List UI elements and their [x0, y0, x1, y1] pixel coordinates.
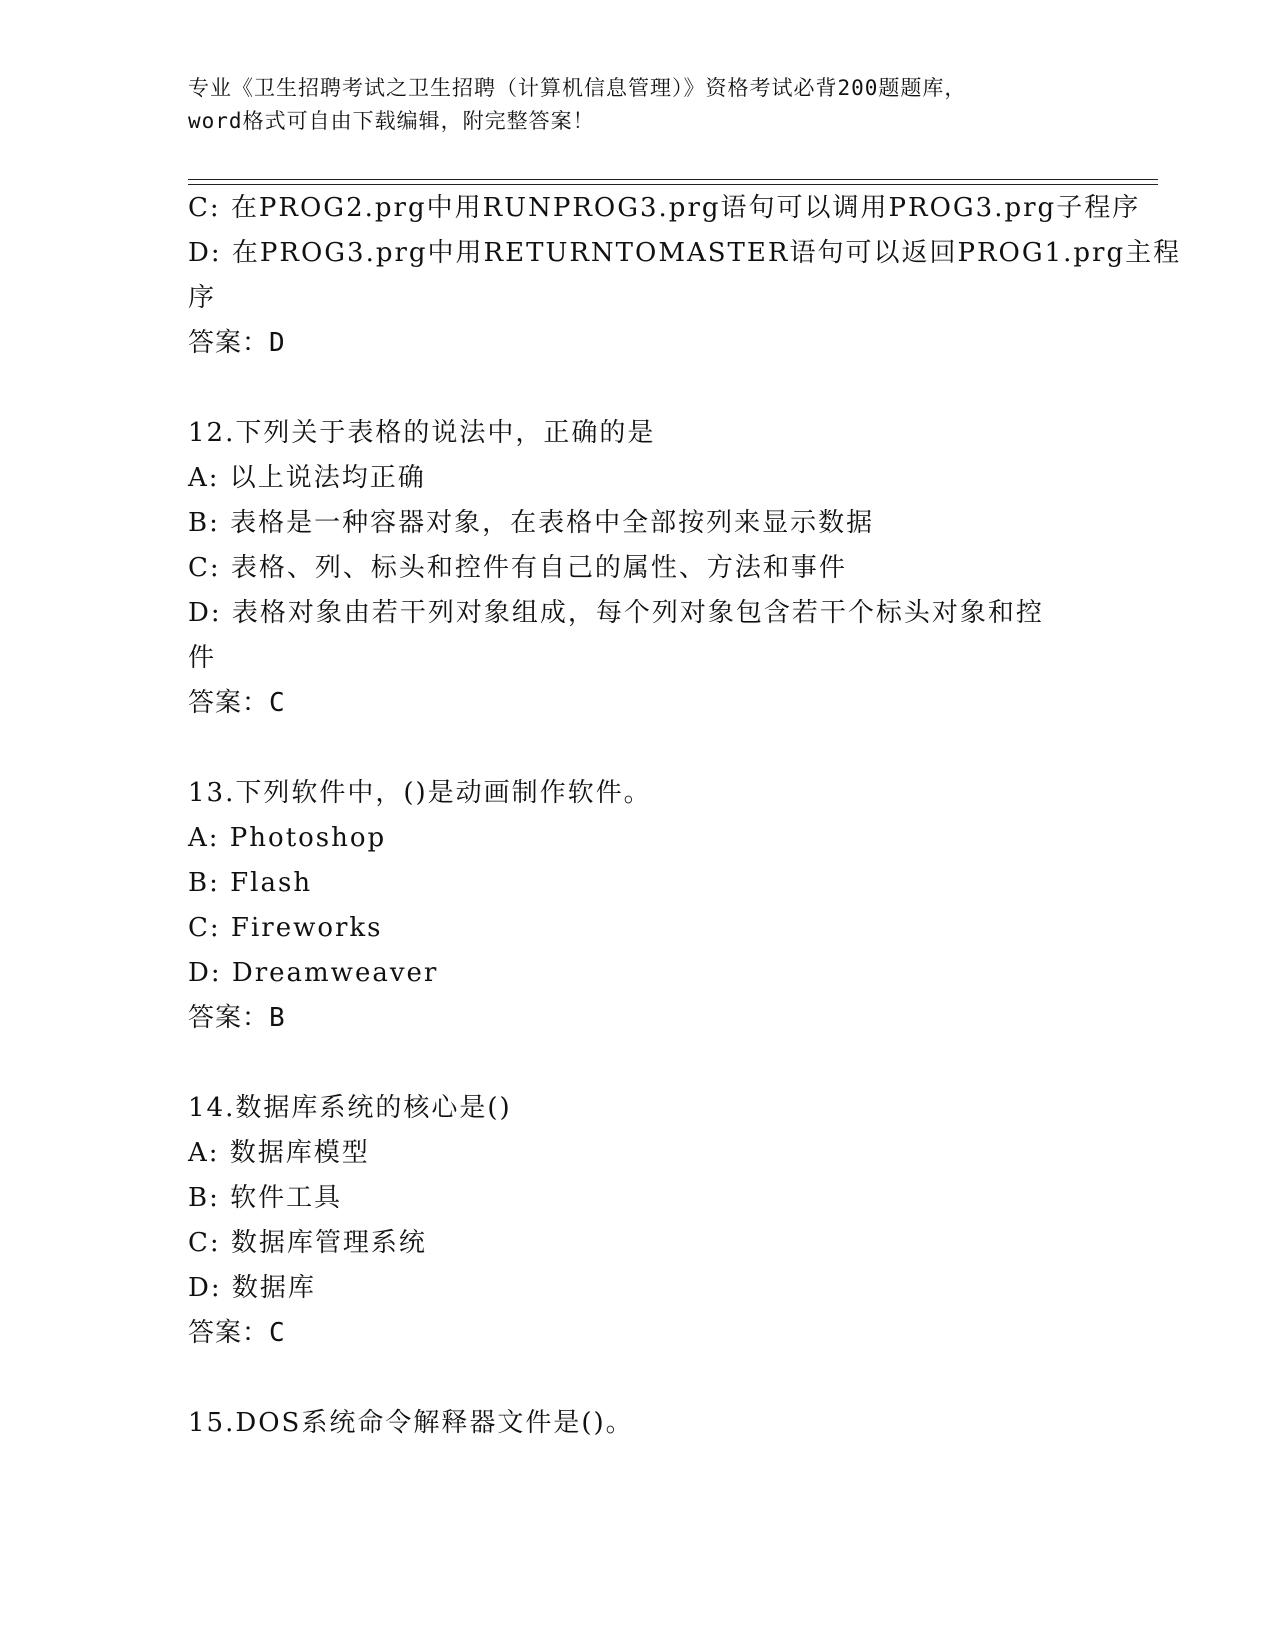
q13-option-c: C: Fireworks	[188, 913, 383, 943]
q13-option-a: A: Photoshop	[188, 823, 387, 853]
q13-answer: 答案：B	[188, 1003, 286, 1033]
q12-option-c: C: 表格、列、标头和控件有自己的属性、方法和事件	[188, 553, 847, 583]
q11-option-c: C: 在PROG2.prg中用RUNPROG3.prg语句可以调用PROG3.prg子程序	[188, 193, 1141, 223]
q15-stem: 15.DOS系统命令解释器文件是()。	[188, 1408, 634, 1438]
header-divider-top	[188, 179, 1158, 180]
document-header	[188, 72, 1088, 138]
q14-option-b: B: 软件工具	[188, 1183, 343, 1213]
header-title-line-2: word格式可自由下载编辑，附完整答案！	[188, 109, 595, 133]
q11-option-d-continued: 序	[188, 283, 217, 313]
q12-option-d-continued: 件	[188, 643, 217, 673]
q14-option-d: D: 数据库	[188, 1273, 316, 1303]
q14-option-c: C: 数据库管理系统	[188, 1228, 427, 1258]
q12-answer: 答案：C	[188, 688, 286, 718]
q14-answer: 答案：C	[188, 1318, 286, 1348]
q13-stem: 13.下列软件中，()是动画制作软件。	[188, 778, 652, 808]
q12-option-b: B: 表格是一种容器对象，在表格中全部按列来显示数据	[188, 508, 875, 538]
q12-stem: 12.下列关于表格的说法中，正确的是	[188, 418, 656, 448]
q14-option-a: A: 数据库模型	[188, 1138, 370, 1168]
q11-answer: 答案：D	[188, 328, 286, 358]
q11-option-d: D: 在PROG3.prg中用RETURNTOMASTER语句可以返回PROG1.prg主程	[188, 238, 1182, 268]
q13-option-d: D: Dreamweaver	[188, 958, 439, 988]
q13-option-b: B: Flash	[188, 868, 313, 898]
q12-option-d: D: 表格对象由若干列对象组成，每个列对象包含若干个标头对象和控	[188, 598, 1044, 628]
q12-option-a: A: 以上说法均正确	[188, 463, 426, 493]
header-title-line-1: 专业《卫生招聘考试之卫生招聘（计算机信息管理）》资格考试必背200题题库，	[188, 76, 967, 100]
header-divider-bottom	[188, 184, 1158, 185]
q14-stem: 14.数据库系统的核心是()	[188, 1093, 512, 1123]
